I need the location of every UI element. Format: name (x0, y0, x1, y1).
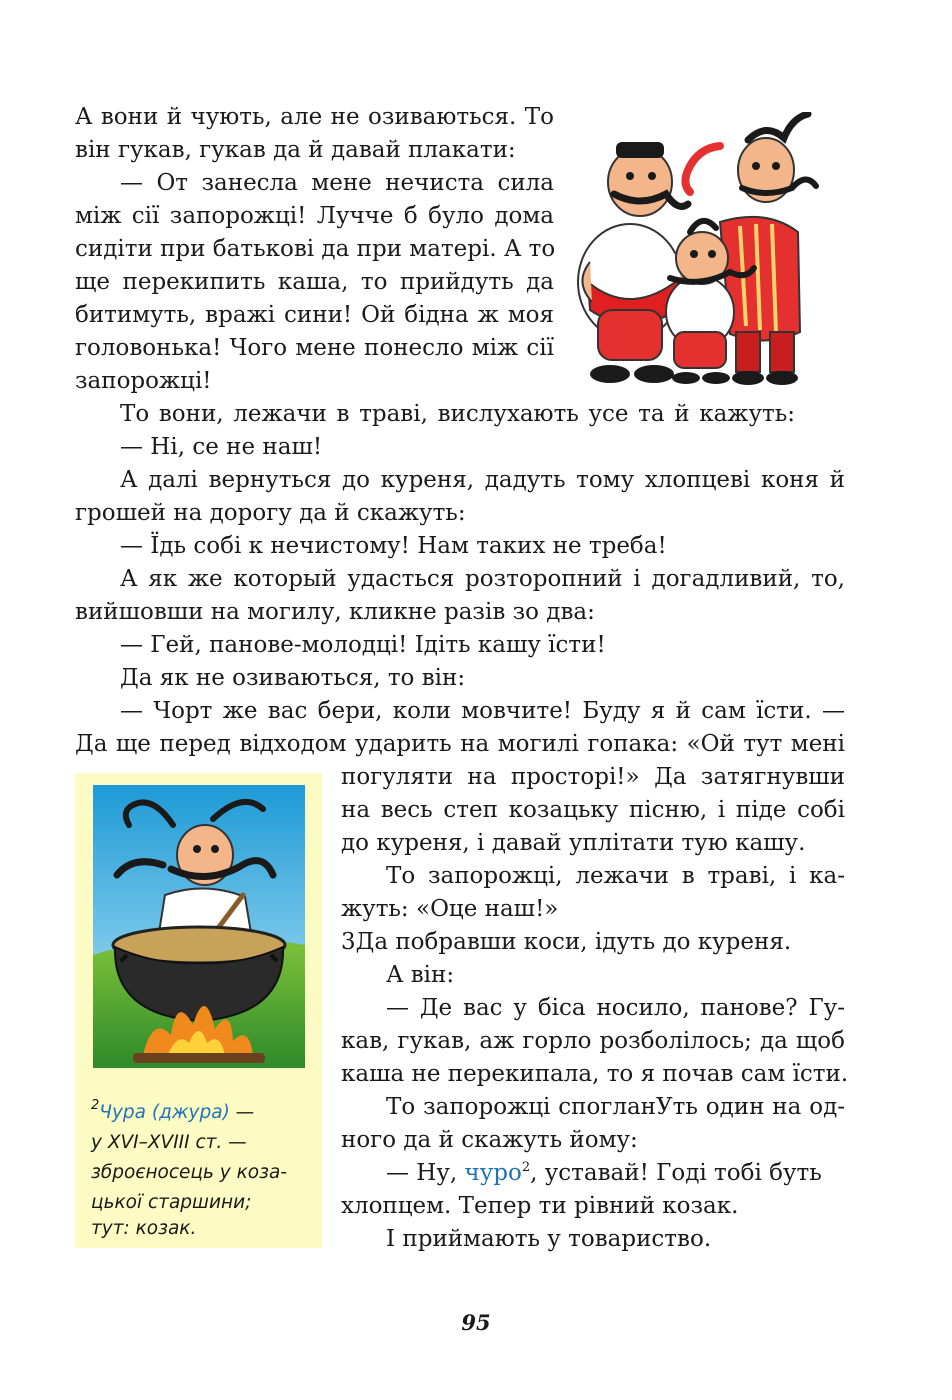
footnote-line: у XVI–XVIII ст. — (91, 1132, 247, 1153)
text-line: хлопцем. Тепер ти рівний козак. (341, 1193, 739, 1219)
footnote-dash: — (229, 1102, 255, 1123)
footnote-line: цької старшини; (91, 1192, 252, 1213)
text-line: кав, гукав, аж горло розболілось; да щоб (341, 1028, 845, 1054)
text-line: І приймають у товариство. (386, 1226, 712, 1252)
text-fragment: — Ну, (386, 1160, 465, 1186)
text-line: — Де вас у біса носило, панове? Гу- (386, 995, 845, 1021)
text-line: Да ще перед відходом ударить на могилі гопака: «Ой тут мені (75, 731, 845, 757)
text-line: То вони, лежачи в траві, вислухають усе та й кажуть: (120, 401, 795, 427)
text-line: — От занесла мене нечиста сила (120, 170, 554, 196)
text-line: між сії запорожці! Лучче б було дома (75, 203, 554, 229)
text-line: сидіти при батькові да при матері. А то (75, 236, 556, 262)
text-line: запорожці! (75, 368, 212, 394)
text-line: грошей на дорогу да й скажуть: (75, 500, 466, 526)
text-line: — Ні, се не наш! (120, 434, 323, 460)
text-line: вийшовши на могилу, кликне разів зо два: (75, 599, 595, 625)
cook-cossack-illustration (93, 785, 305, 1068)
text-line: — Їдь собі к нечистому! Нам таких не треба! (120, 533, 667, 559)
text-line: То запорожці, лежачи в траві, і ка- (386, 863, 845, 889)
text-line: — Чорт же вас бери, коли мовчите! Буду я й сам їсти. — (120, 698, 845, 724)
text-line: погуляти на просторі!» Да затягнувши (341, 764, 845, 790)
text-line: каша не перекипала, то я почав сам їсти. (341, 1061, 849, 1087)
text-line: до куреня, і давай уплітати тую кашу. (341, 830, 806, 856)
footnote-line: тут: козак. (91, 1218, 197, 1239)
footnote-link-churo[interactable]: чуро (464, 1160, 522, 1186)
text-line: А вони й чують, але не озиваються. То (75, 104, 554, 130)
text-line: ного да й скажуть йому: (341, 1127, 638, 1153)
footnote-line (91, 1098, 254, 1128)
text-line: А як же который удасться розторопний і догадливий, то, (120, 566, 845, 592)
text-line: він гукав, гукав да й давай плакати: (75, 137, 516, 163)
text-line: Да як не озиваються, то він: (120, 665, 466, 691)
text-line: А він: (386, 962, 455, 988)
text-line: 3Да побравши коси, ідуть до куреня. (341, 929, 792, 955)
text-line: головонька! Чого мене понесло між сії (75, 335, 554, 361)
text-line: — Гей, панове-молодці! Ідіть кашу їсти! (120, 632, 606, 658)
footnote-line: зброєносець у коза- (91, 1162, 287, 1183)
text-line: битимуть, вражі сини! Ой бідна ж моя (75, 302, 554, 328)
cossacks-illustration (570, 112, 832, 388)
text-fragment: , уставай! Годі тобі буть (530, 1160, 822, 1186)
page-number: 95 (461, 1310, 491, 1335)
text-line: То запорожці спогланУть один на од- (386, 1094, 845, 1120)
footnote-ref-marker: 2 (521, 1160, 531, 1175)
text-line: на весь степ козацьку пісню, і піде собі (341, 797, 845, 823)
footnote-term: Чура (джура) (99, 1102, 230, 1123)
text-line: ще перекипить каша, то прийдуть да (75, 269, 554, 295)
text-line (386, 1157, 822, 1190)
text-line: жуть: «Оце наш!» (341, 896, 559, 922)
text-line: А далі вернуться до куреня, дадуть тому хлопцеві коня й (120, 467, 845, 493)
footnote-marker: 2 (91, 1098, 100, 1113)
